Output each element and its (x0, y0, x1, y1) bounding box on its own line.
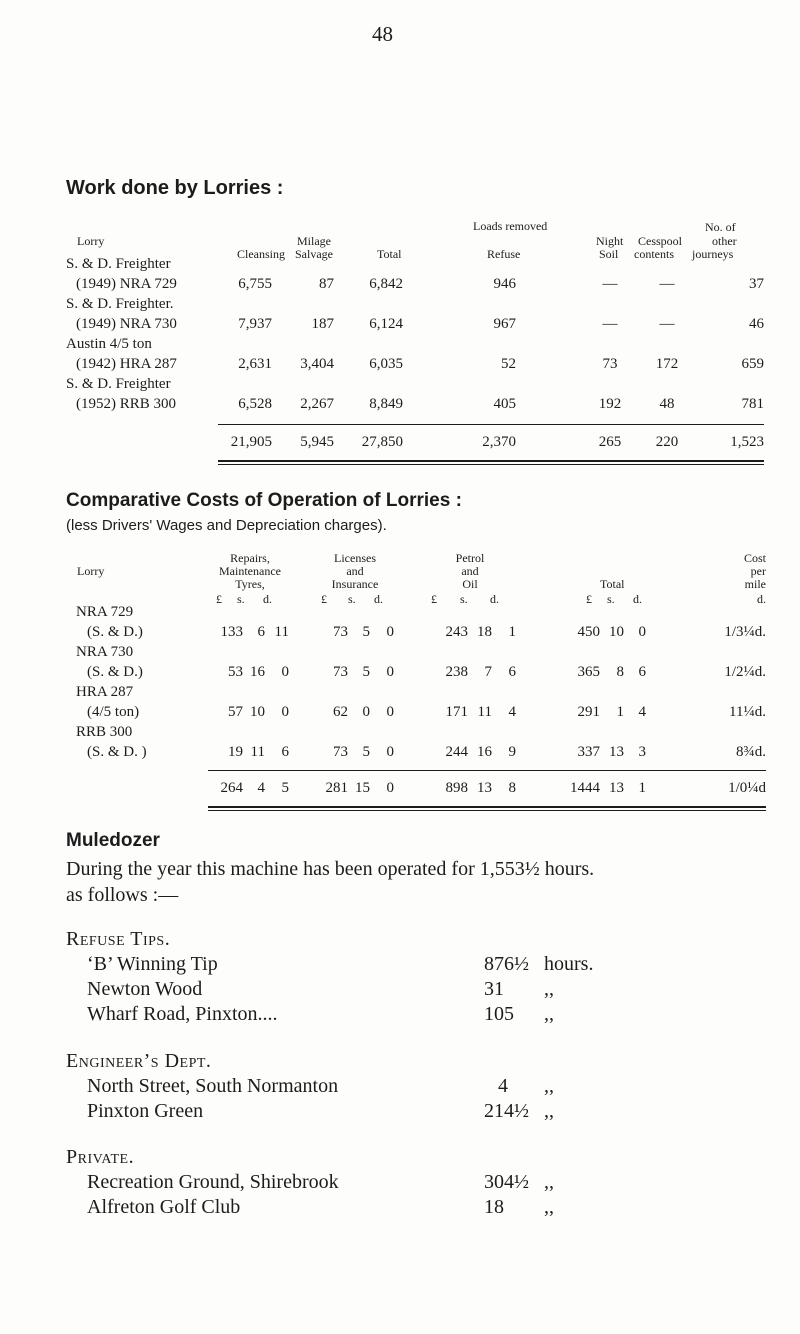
hours-item-value: 876½ (484, 953, 529, 975)
header-repairs-2: Maintenance (219, 564, 281, 578)
licenses-shillings: 0 (362, 704, 370, 720)
total-value: 6,035 (369, 356, 403, 372)
repairs-shillings-total: 4 (257, 780, 265, 796)
lorry-name-line1: S. & D. Freighter. (66, 296, 174, 312)
total-pounds: 365 (577, 664, 600, 680)
repairs-pounds: 19 (228, 744, 243, 760)
cost-per-mile-total: 1/0¼d (728, 780, 766, 796)
cost-per-mile: 11¼d. (729, 704, 766, 720)
table-rule-bottom-2 (218, 464, 764, 465)
hours-item-unit: ,, (544, 978, 554, 1000)
header-loads-removed: Loads removed (473, 219, 548, 233)
total-total: 27,850 (361, 434, 403, 450)
hours-item-unit: ,, (544, 1003, 554, 1025)
repairs-pounds: 57 (228, 704, 243, 720)
muledozer-intro-line1: During the year this machine has been operated for 1,553½ hours. (66, 858, 595, 880)
cost-per-mile: 1/2¼d. (724, 664, 766, 680)
lorry-name-line2: (1942) HRA 287 (76, 356, 177, 372)
hours-item-name: Newton Wood (87, 978, 203, 1000)
licenses-pounds-total: 281 (325, 780, 348, 796)
cost-lorry-name-line2: (S. & D.) (87, 624, 143, 640)
hours-item-unit: ,, (544, 1196, 554, 1218)
header-repairs-3: Tyres, (235, 577, 265, 591)
petrol-shillings-total: 13 (477, 780, 492, 796)
salvage-value: 87 (319, 276, 334, 292)
unit-pence: d. (263, 592, 272, 606)
header-lorry: Lorry (77, 234, 105, 248)
header-licenses-2: and (346, 564, 364, 578)
licenses-shillings-total: 15 (355, 780, 370, 796)
muledozer-intro-line2: as follows :— (66, 884, 179, 906)
repairs-pence-total: 5 (281, 780, 289, 796)
licenses-pence: 0 (386, 664, 394, 680)
petrol-pounds: 238 (445, 664, 468, 680)
cost-lorry-name-line1: NRA 730 (76, 644, 134, 660)
unit-shilling: s. (460, 592, 468, 606)
lorry-name-line2: (1949) NRA 729 (76, 276, 177, 292)
cleansing-value: 7,937 (238, 316, 272, 332)
hours-item-unit: ,, (544, 1075, 554, 1097)
hours-item-value: 304½ (484, 1171, 529, 1193)
hours-item-name: North Street, South Normanton (87, 1075, 339, 1097)
total-shillings: 1 (616, 704, 624, 720)
lorry-name-line1: S. & D. Freighter (66, 376, 171, 392)
header-contents: contents (634, 247, 674, 261)
total-pence: 3 (638, 744, 646, 760)
header-cost-2: per (750, 564, 766, 578)
refuse-value: 52 (501, 356, 516, 372)
unit-pence: d. (633, 592, 642, 606)
total-pence: 4 (638, 704, 646, 720)
header-total: Total (377, 247, 402, 261)
repairs-pounds: 53 (228, 664, 243, 680)
section-subtitle-costs: (less Drivers' Wages and Depreciation charges). (66, 517, 387, 534)
cleansing-value: 2,631 (238, 356, 272, 372)
repairs-shillings: 16 (250, 664, 265, 680)
petrol-pence: 1 (508, 624, 516, 640)
night-soil-value: 73 (602, 356, 618, 372)
licenses-pounds: 73 (333, 624, 348, 640)
total-value: 8,849 (369, 396, 403, 412)
petrol-pence: 4 (508, 704, 516, 720)
licenses-shillings: 5 (362, 624, 370, 640)
petrol-pounds: 171 (445, 704, 468, 720)
header-total: Total (600, 577, 625, 591)
petrol-pence-total: 8 (508, 780, 516, 796)
lorry-name-line1: Austin 4/5 ton (66, 336, 152, 352)
lorry-name-line2: (1952) RRB 300 (76, 396, 177, 412)
petrol-shillings: 18 (477, 624, 492, 640)
salvage-value: 187 (311, 316, 334, 332)
header-cesspool: Cesspool (638, 234, 683, 248)
header-lorry: Lorry (77, 564, 105, 578)
hours-item-name: ‘B’ Winning Tip (87, 953, 218, 975)
salvage-value: 2,267 (300, 396, 334, 412)
night-soil-total: 265 (598, 434, 622, 450)
header-repairs-1: Repairs, (230, 551, 270, 565)
header-soil: Soil (599, 247, 619, 261)
night-soil-value: — (602, 276, 618, 292)
header-petrol-1: Petrol (455, 551, 485, 565)
journeys-value: 46 (749, 316, 764, 332)
licenses-pence-total: 0 (386, 780, 394, 796)
repairs-shillings: 6 (257, 624, 265, 640)
hours-item-unit: ,, (544, 1171, 554, 1193)
unit-shilling: s. (237, 592, 245, 606)
salvage-value: 3,404 (300, 356, 334, 372)
night-soil-value: 192 (598, 396, 622, 412)
cesspool-value: 48 (659, 396, 675, 412)
lorry-name-line2: (1949) NRA 730 (76, 316, 177, 332)
hours-item-value: 4 (498, 1075, 508, 1097)
petrol-pounds: 244 (445, 744, 468, 760)
cost-per-mile: 1/3¼d. (724, 624, 766, 640)
unit-shilling: s. (607, 592, 615, 606)
hours-item-name: Alfreton Golf Club (87, 1196, 241, 1218)
repairs-pence: 0 (281, 704, 289, 720)
journeys-value: 659 (741, 356, 764, 372)
unit-pound: £ (431, 592, 437, 606)
journeys-total: 1,523 (730, 434, 764, 450)
total-pence: 0 (638, 624, 646, 640)
header-refuse: Refuse (487, 247, 521, 261)
licenses-shillings: 5 (362, 744, 370, 760)
lorry-name-line1: S. & D. Freighter (66, 256, 171, 272)
licenses-pounds: 73 (333, 744, 348, 760)
cost-lorry-name-line1: RRB 300 (76, 724, 133, 740)
cleansing-total: 21,905 (230, 434, 272, 450)
total-pounds: 291 (577, 704, 600, 720)
journeys-value: 37 (749, 276, 764, 292)
total-pounds: 337 (577, 744, 600, 760)
section-title-comparative-costs: Comparative Costs of Operation of Lorries : (66, 490, 462, 511)
section-title-work-done: Work done by Lorries : (66, 177, 284, 199)
cleansing-value: 6,528 (238, 396, 272, 412)
header-milage: Milage (297, 234, 331, 248)
repairs-shillings: 11 (250, 744, 265, 760)
unit-pound: £ (216, 592, 222, 606)
group-heading-refuse-tips: Refuse Tips. (66, 928, 171, 950)
hours-item-value: 105 (484, 1003, 514, 1025)
repairs-pence: 6 (281, 744, 289, 760)
header-night: Night (596, 234, 624, 248)
hours-item-value: 214½ (484, 1100, 529, 1122)
petrol-pounds: 243 (445, 624, 468, 640)
header-petrol-3: Oil (462, 577, 478, 591)
group-heading-engineers-dept: Engineer’s Dept. (66, 1050, 212, 1072)
header-cost-1: Cost (743, 551, 766, 565)
petrol-shillings: 11 (477, 704, 492, 720)
night-soil-value: — (602, 316, 618, 332)
petrol-pounds-total: 898 (445, 780, 468, 796)
unit-pound: £ (586, 592, 592, 606)
cost-lorry-name-line2: (4/5 ton) (87, 704, 140, 720)
licenses-pounds: 62 (333, 704, 348, 720)
refuse-total: 2,370 (482, 434, 516, 450)
licenses-shillings: 5 (362, 664, 370, 680)
hours-item-value: 18 (484, 1196, 504, 1218)
total-pence: 6 (638, 664, 646, 680)
total-value: 6,124 (369, 316, 403, 332)
header-cost-3: mile (744, 577, 766, 591)
cost-lorry-name-line1: HRA 287 (76, 684, 134, 700)
total-shillings: 8 (616, 664, 624, 680)
unit-shilling: s. (348, 592, 356, 606)
costs-rule-bottom-2 (208, 810, 766, 811)
total-pence-total: 1 (638, 780, 646, 796)
header-cleansing: Cleansing (237, 247, 285, 261)
total-pounds-total: 1444 (570, 780, 600, 796)
cost-lorry-name-line2: (S. & D. ) (87, 744, 147, 760)
table-rule-bottom (218, 460, 764, 462)
hours-item-unit: ,, (544, 1100, 554, 1122)
licenses-pence: 0 (386, 744, 394, 760)
total-shillings-total: 13 (609, 780, 624, 796)
petrol-pence: 9 (508, 744, 516, 760)
header-petrol-2: and (461, 564, 479, 578)
petrol-pence: 6 (508, 664, 516, 680)
repairs-pence: 0 (281, 664, 289, 680)
cleansing-value: 6,755 (238, 276, 272, 292)
page-number: 48 (372, 22, 393, 46)
cesspool-total: 220 (655, 434, 679, 450)
hours-item-unit: hours. (544, 953, 594, 975)
unit-pence: d. (374, 592, 383, 606)
salvage-total: 5,945 (300, 434, 334, 450)
hours-item-name: Pinxton Green (87, 1100, 204, 1122)
petrol-shillings: 16 (477, 744, 492, 760)
cesspool-value: 172 (655, 356, 679, 372)
cost-lorry-name-line2: (S. & D.) (87, 664, 143, 680)
total-pounds: 450 (577, 624, 600, 640)
unit-pence: d. (757, 592, 766, 606)
cesspool-value: — (659, 276, 675, 292)
licenses-pence: 0 (386, 704, 394, 720)
refuse-value: 967 (493, 316, 516, 332)
total-shillings: 13 (609, 744, 624, 760)
costs-rule-bottom (208, 806, 766, 808)
group-heading-private: Private. (66, 1146, 135, 1168)
hours-item-value: 31 (484, 978, 504, 1000)
section-title-muledozer: Muledozer (66, 830, 160, 851)
repairs-pence: 11 (274, 624, 289, 640)
unit-pound: £ (321, 592, 327, 606)
repairs-pounds: 133 (220, 624, 243, 640)
unit-pence: d. (490, 592, 499, 606)
header-licenses-1: Licenses (334, 551, 376, 565)
cesspool-value: — (659, 316, 675, 332)
refuse-value: 405 (493, 396, 516, 412)
header-other: other (712, 234, 737, 248)
total-value: 6,842 (369, 276, 403, 292)
header-journeys: journeys (692, 247, 734, 261)
cost-per-mile: 8¾d. (736, 744, 766, 760)
licenses-pounds: 73 (333, 664, 348, 680)
hours-item-name: Recreation Ground, Shirebrook (87, 1171, 339, 1193)
refuse-value: 946 (493, 276, 516, 292)
petrol-shillings: 7 (484, 664, 492, 680)
header-no-of: No. of (705, 220, 736, 234)
hours-item-name: Wharf Road, Pinxton.... (87, 1003, 278, 1025)
repairs-shillings: 10 (250, 704, 265, 720)
licenses-pence: 0 (386, 624, 394, 640)
repairs-pounds-total: 264 (220, 780, 243, 796)
header-licenses-3: Insurance (331, 577, 379, 591)
total-shillings: 10 (609, 624, 624, 640)
costs-rule-top (208, 770, 766, 771)
header-salvage: Salvage (295, 247, 333, 261)
table-rule-top (218, 424, 764, 425)
journeys-value: 781 (741, 396, 764, 412)
cost-lorry-name-line1: NRA 729 (76, 604, 134, 620)
